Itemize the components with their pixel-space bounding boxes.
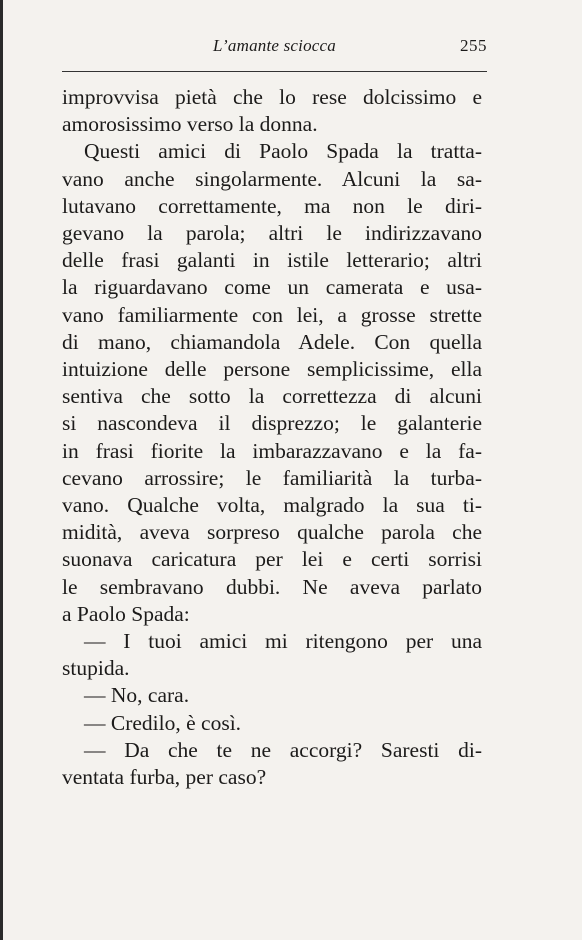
header-rule: [62, 71, 487, 72]
text-line: le sembravano dubbi. Ne aveva parlato: [62, 574, 482, 599]
text-line: — No, cara.: [84, 683, 190, 708]
text-line: intuizione delle persone semplicissime, ella: [62, 357, 482, 382]
text-line: amorosissimo verso la donna.: [62, 112, 318, 137]
text-line: vano familiarmente con lei, a grosse strette: [62, 302, 482, 327]
text-line: — Credilo, è così.: [84, 710, 242, 735]
text-line: vano anche singolarmente. Alcuni la sa-: [62, 166, 482, 191]
body-text: [62, 84, 482, 791]
text-line: suonava caricatura per lei e certi sorrisi: [62, 547, 482, 572]
text-line: Questi amici di Paolo Spada la tratta-: [84, 139, 482, 164]
text-line: vano. Qualche volta, malgrado la sua ti-: [62, 493, 482, 518]
page-number: 255: [460, 36, 487, 55]
page-header: [62, 36, 487, 60]
text-line: midità, aveva sorpreso qualche parola che: [62, 520, 482, 545]
text-line: — Da che te ne accorgi? Saresti di-: [84, 737, 482, 762]
text-line: lutavano correttamente, ma non le diri-: [62, 193, 482, 218]
text-line: delle frasi galanti in istile letterario; altri: [62, 248, 482, 273]
text-line: gevano la parola; altri le indirizzavano: [62, 221, 482, 246]
text-line: si nascondeva il disprezzo; le galanterie: [62, 411, 482, 436]
text-line: a Paolo Spada:: [62, 601, 190, 626]
text-line: sentiva che sotto la correttezza di alcuni: [62, 384, 482, 409]
text-line: — I tuoi amici mi ritengono per una: [84, 629, 482, 654]
text-line: improvvisa pietà che lo rese dolcissimo e: [62, 85, 482, 109]
running-title: L’amante sciocca: [213, 36, 336, 55]
text-line: ventata furba, per caso?: [62, 765, 267, 790]
text-line: la riguardavano come un camerata e usa-: [62, 275, 482, 300]
text-line: di mano, chiamandola Adele. Con quella: [62, 329, 482, 354]
text-line: in frasi fiorite la imbarazzavano e la fa-: [62, 438, 482, 463]
text-line: stupida.: [62, 656, 130, 681]
text-line: cevano arrossire; le familiarità la turba-: [62, 465, 482, 490]
page-edge: [0, 0, 3, 940]
